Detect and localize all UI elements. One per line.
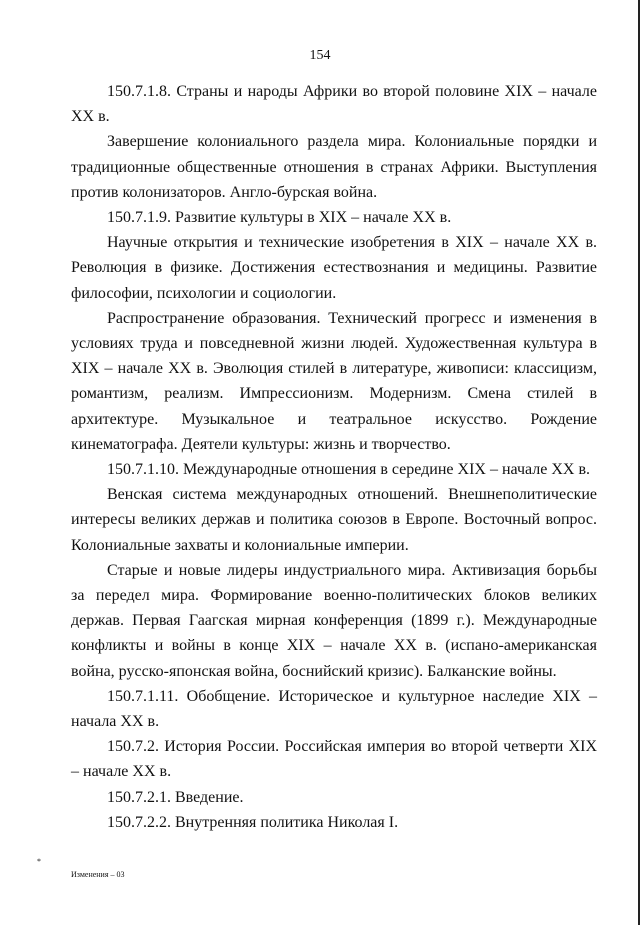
paragraph-heading: 150.7.1.8. Страны и народы Африки во второй половине XIX – начале XX в. — [71, 83, 597, 126]
paragraph-heading: 150.7.1.9. Развитие культуры в XIX – начале XX в. — [107, 209, 452, 227]
footer-revision: Изменения – 03 — [71, 870, 125, 879]
paragraph: Венская система международных отношений. Внешнеполитические интересы великих держав и политика союзов в Европе. Восточный вопрос. Колониальные захваты и колониальные империи. — [71, 486, 597, 554]
paragraph: Распространение образования. Технический прогресс и изменения в условиях труда и повседневной жизни людей. Художественная культура в XIX – начале XX в. Эволюция стилей в литературе, живописи: классицизм, романтизм, реализм. Импрессионизм. Модернизм. Смена стилей в архитектуре. Музыкальное и театральное искусство. Рождение кинематографа. Деятели культуры: жизнь и творчество. — [71, 309, 597, 453]
paragraph-heading: 150.7.2.2. Внутренняя политика Николая I. — [107, 813, 399, 831]
paragraph-heading: 150.7.2.1. Введение. — [107, 788, 244, 806]
document-body — [71, 79, 597, 835]
paragraph-heading: 150.7.1.10. Международные отношения в середине XIX – начале XX в. — [107, 461, 591, 479]
margin-mark: * — [37, 857, 41, 866]
paragraph: Завершение колониального раздела мира. Колониальные порядки и традиционные общественные отношения в странах Африки. Выступления против колонизаторов. Англо-бурская война. — [71, 133, 597, 201]
page-number: 154 — [309, 48, 331, 63]
paragraph-heading: 150.7.1.11. Обобщение. Историческое и культурное наследие XIX – начала XX в. — [71, 687, 597, 731]
paragraph: Научные открытия и технические изобретения в XIX – начале XX в. Революция в физике. Достижения естествознания и медицины. Развитие философии, психологии и социологии. — [71, 234, 597, 302]
paragraph: Старые и новые лидеры индустриального мира. Активизация борьбы за передел мира. Формирование военно-политических блоков великих держав. Первая Гаагская мирная конференция (1899 г.). Международные конфликты и войны в конце XIX – начале XX в. (испано-американская война, русско-японская война, боснийский кризис). Балканские войны. — [71, 561, 597, 680]
paragraph-heading: 150.7.2. История России. Российская империя во второй четверти XIX – начале XX в. — [71, 738, 597, 781]
